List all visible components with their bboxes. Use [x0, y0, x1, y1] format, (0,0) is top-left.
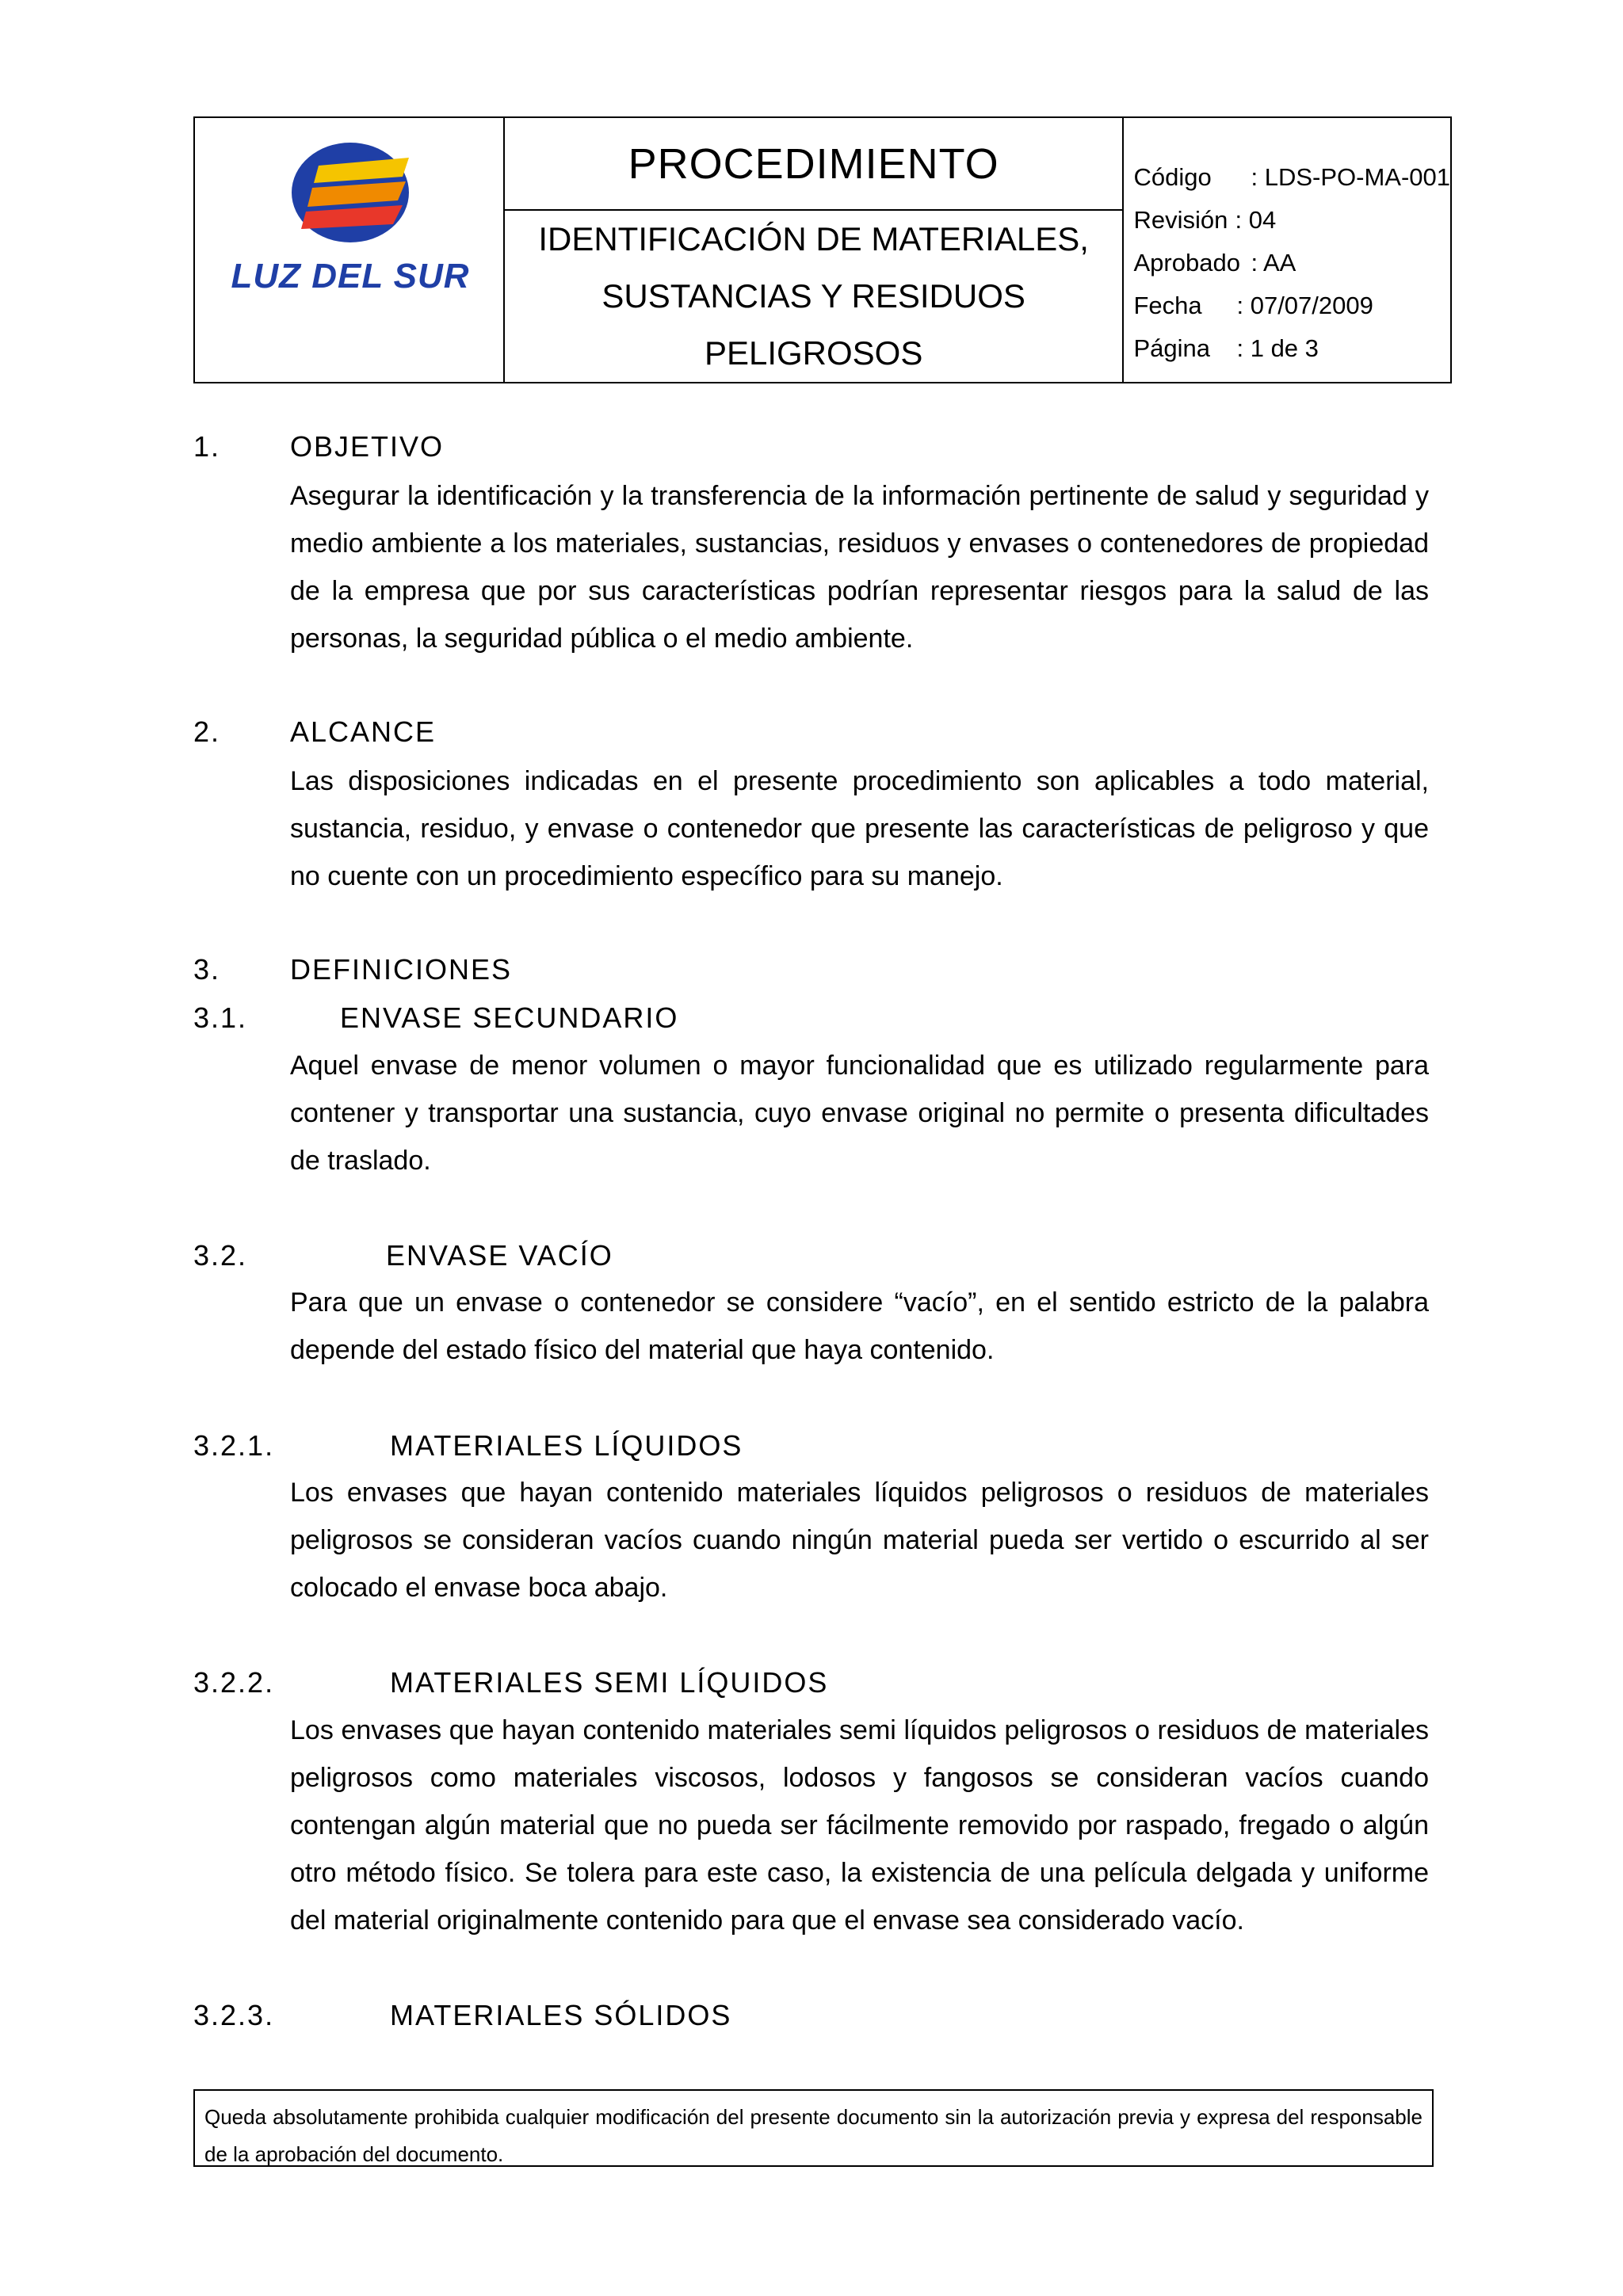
section-text: Para que un envase o contenedor se considere “vacío”, en el sentido estricto de la palabra depende del estado físico del material que haya contenido. [290, 1287, 1429, 1365]
section-number: 3.2.2. [193, 1666, 275, 1699]
section-number: 3.2.3. [193, 1999, 275, 2031]
section-text: Asegurar la identificación y la transferencia de la información pertinente de salud y seguridad y medio ambiente a los materiales, sustancias, residuos y envases o contenedores de propiedad de la empresa que por sus características podrían representar riesgos para la salud de las personas, la seguridad pública o el medio ambiente. [290, 481, 1429, 654]
meta-label: Fecha [1133, 292, 1202, 319]
footer-notice: Queda absolutamente prohibida cualquier modificación del presente documento sin la autorización previa y expresa del responsable de la aprobación del documento. [193, 2089, 1434, 2167]
meta-label: Aprobado [1133, 249, 1240, 277]
section-number: 3.1. [193, 1001, 248, 1034]
meta-label: Página [1133, 334, 1211, 362]
section-title: ENVASE SECUNDARIO [340, 1001, 679, 1034]
section-text: Los envases que hayan contenido materiales semi líquidos peligrosos o residuos de materiales peligrosos como materiales viscosos, lodosos y fangosos se consideran vacíos cuando contengan algún material que no pueda ser fácilmente removido por raspado, fregado o algún otro método físico. Se tolera para este caso, la existencia de una película delgada y uniforme del material originalmente contenido para que el envase sea considerado vacío. [290, 1715, 1429, 1936]
doc-title-line: IDENTIFICACIÓN DE MATERIALES, [538, 220, 1089, 257]
section-number: 3.2.1. [193, 1429, 275, 1462]
section-text: Aquel envase de menor volumen o mayor funcionalidad que es utilizado regularmente para contener y transportar una sustancia, cuyo envase original no permite o presenta dificultades de traslado. [290, 1051, 1429, 1176]
title-cell [505, 118, 1125, 382]
meta-label: Código [1133, 163, 1212, 191]
doc-title-line: SUSTANCIAS Y RESIDUOS [601, 277, 1025, 315]
logo-text: LUZ DEL SUR [231, 257, 470, 296]
section-title: MATERIALES SEMI LÍQUIDOS [390, 1666, 829, 1699]
meta-code [1133, 156, 1450, 199]
meta-value: : AA [1251, 249, 1296, 277]
section-text: Las disposiciones indicadas en el presente procedimiento son aplicables a todo material, sustancia, residuo, y envase o contenedor que presente las características de peligroso y que no cuente con un procedimiento específico para su manejo. [290, 766, 1429, 891]
section-text: Los envases que hayan contenido materiales líquidos peligrosos o residuos de materiales peligrosos se consideran vacíos cuando ningún material pueda ser vertido o escurrido al ser colocado el envase boca abajo. [290, 1478, 1429, 1603]
section-title: OBJETIVO [290, 430, 445, 463]
logo-cell [195, 118, 505, 382]
section-title: DEFINICIONES [290, 953, 513, 986]
meta-page [1133, 327, 1450, 370]
document-header [193, 116, 1452, 383]
section-title: MATERIALES LÍQUIDOS [390, 1429, 743, 1462]
meta-value: : LDS-PO-MA-001 [1251, 163, 1450, 191]
meta-value: : 1 de 3 [1236, 334, 1319, 362]
meta-approved [1133, 242, 1450, 284]
doc-title-line: PELIGROSOS [704, 334, 923, 372]
section-number: 2. [193, 715, 221, 748]
section-number: 3.2. [193, 1239, 248, 1272]
doc-type: PROCEDIMIENTO [505, 118, 1123, 211]
meta-date [1133, 284, 1450, 327]
luz-del-sur-logo [216, 137, 485, 303]
section-title: ALCANCE [290, 715, 437, 748]
meta-revision [1133, 199, 1450, 242]
section-title: ENVASE VACÍO [386, 1239, 613, 1272]
meta-label: Revisión [1133, 206, 1228, 234]
section-number: 1. [193, 430, 221, 463]
section-number: 3. [193, 953, 221, 986]
section-title: MATERIALES SÓLIDOS [390, 1999, 732, 2031]
meta-value: : 04 [1235, 206, 1277, 234]
doc-title [505, 211, 1123, 382]
meta-cell [1124, 118, 1450, 382]
meta-value: : 07/07/2009 [1236, 292, 1373, 319]
